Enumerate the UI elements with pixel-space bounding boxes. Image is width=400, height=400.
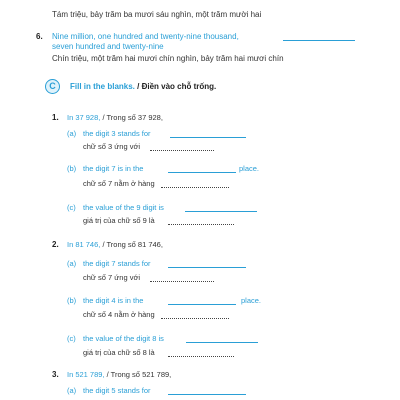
q3a-answer-line[interactable] — [168, 394, 246, 395]
q2c-vi-answer-dots[interactable] — [168, 356, 234, 357]
q1c-label: (c) — [67, 203, 76, 212]
q1-intro-en: In 37 928, — [67, 113, 101, 122]
q1a-label: (a) — [67, 129, 77, 138]
q1b-english: the digit 7 is in the — [83, 164, 144, 173]
q2b-answer-line[interactable] — [168, 304, 236, 305]
q1c-answer-line[interactable] — [185, 211, 257, 212]
q6-english-line2: seven hundred and twenty-nine — [52, 42, 164, 51]
q6-answer-line[interactable] — [283, 40, 355, 41]
q2a-label: (a) — [67, 259, 77, 268]
q1a-vietnamese: chữ số 3 ứng với — [83, 142, 141, 151]
q6-english-line1: Nine million, one hundred and twenty-nine thousand, — [52, 32, 239, 41]
q2b-label: (b) — [67, 296, 77, 305]
q1c-vi-answer-dots[interactable] — [168, 224, 234, 225]
q1a-answer-line[interactable] — [170, 137, 246, 138]
q2c-answer-line[interactable] — [186, 342, 258, 343]
q1c-english: the value of the 9 digit is — [83, 203, 164, 212]
q3a-english: the digit 5 stands for — [83, 386, 151, 395]
q1b-answer-line[interactable] — [168, 172, 236, 173]
section-title-vi: Điền vào chỗ trống. — [141, 82, 217, 91]
q2b-vi-answer-dots[interactable] — [161, 318, 229, 319]
q1-intro — [67, 114, 163, 122]
q3-intro-vi: / Trong số 521 789, — [104, 370, 172, 379]
q1b-place: place. — [239, 164, 260, 173]
q1-intro-vi: / Trong số 37 928, — [100, 113, 163, 122]
q2-intro — [67, 241, 163, 249]
q2b-vietnamese: chữ số 4 nằm ở hàng — [83, 310, 155, 319]
section-c-title — [70, 83, 216, 91]
q2-intro-vi: / Trong số 81 746, — [100, 240, 163, 249]
q2-intro-en: In 81 746, — [67, 240, 101, 249]
q3-intro-en: In 521 789, — [67, 370, 105, 379]
q2c-english: the value of the digit 8 is — [83, 334, 164, 343]
q2-number: 2. — [52, 240, 59, 249]
q2c-label: (c) — [67, 334, 76, 343]
section-title-sep: / — [134, 82, 142, 91]
q2b-english: the digit 4 is in the — [83, 296, 144, 305]
q2c-vietnamese: giá trị của chữ số 8 là — [83, 348, 155, 357]
q2a-answer-line[interactable] — [168, 267, 246, 268]
section-title-en: Fill in the blanks. — [70, 82, 135, 91]
q2a-vietnamese: chữ số 7 ứng với — [83, 273, 141, 282]
q3a-label: (a) — [67, 386, 77, 395]
q2a-english: the digit 7 stands for — [83, 259, 151, 268]
q1b-vietnamese: chữ số 7 nằm ở hàng — [83, 179, 155, 188]
section-c-badge: C — [45, 79, 60, 94]
q3-intro — [67, 371, 171, 379]
q1-number: 1. — [52, 113, 59, 122]
q1b-label: (b) — [67, 164, 77, 173]
q2b-place: place. — [241, 296, 262, 305]
q6-number: 6. — [36, 32, 43, 41]
q6-vietnamese: Chín triệu, một trăm hai mươi chín nghìn, bảy trăm hai mươi chín — [52, 54, 284, 63]
q1b-vi-answer-dots[interactable] — [161, 187, 229, 188]
q1a-vi-answer-dots[interactable] — [150, 150, 214, 151]
prev-answer-vi: Tám triệu, bảy trăm ba mươi sáu nghìn, một trăm mười hai — [52, 10, 262, 19]
q2a-vi-answer-dots[interactable] — [150, 281, 214, 282]
q1c-vietnamese: giá trị của chữ số 9 là — [83, 216, 155, 225]
q1a-english: the digit 3 stands for — [83, 129, 151, 138]
q3-number: 3. — [52, 370, 59, 379]
